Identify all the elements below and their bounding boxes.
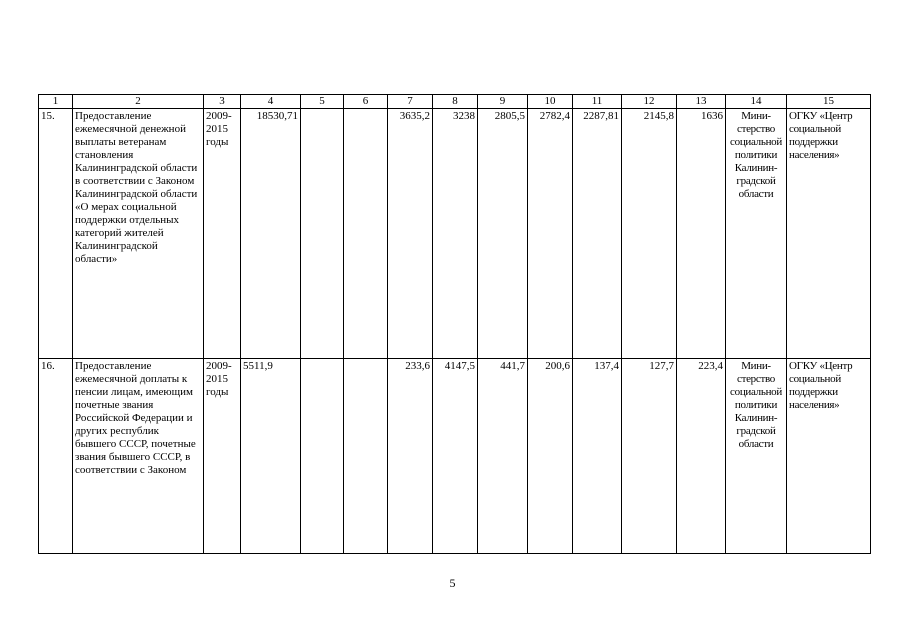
- measure-name: Предоставление ежемесячной денежной выплаты ветеранам становления Калининградской области в соответствии с Законом Калининградской области «О мерах социальной поддержки отдельных категорий жителей Калининградской области»: [73, 109, 204, 359]
- column-header-8: 8: [433, 95, 478, 109]
- program-table: [38, 94, 871, 554]
- column-header-2: 2: [73, 95, 204, 109]
- value-cell: 3238: [433, 109, 478, 359]
- measure-name: Предоставление ежемесячной доплаты к пенсии лицам, имеющим почетные звания Российской Федерации и других республик бывшего СССР, почетные звания бывшего СССР, в соответствии с Законом: [73, 359, 204, 554]
- value-cell: 233,6: [388, 359, 433, 554]
- value-cell: 200,6: [528, 359, 573, 554]
- column-header-15: 15: [787, 95, 871, 109]
- responsible-cell: Мини-стерство социальной политики Калинин-градской области: [726, 359, 787, 554]
- value-cell: [301, 109, 344, 359]
- executor-cell: ОГКУ «Центр социальной поддержки населения»: [787, 109, 871, 359]
- column-header-14: 14: [726, 95, 787, 109]
- value-cell: [344, 359, 388, 554]
- value-cell: 127,7: [622, 359, 677, 554]
- column-header-4: 4: [241, 95, 301, 109]
- table-row: [39, 109, 871, 359]
- column-header-3: 3: [204, 95, 241, 109]
- value-cell: [301, 359, 344, 554]
- period-cell: 2009-2015 годы: [204, 359, 241, 554]
- value-cell: 2805,5: [478, 109, 528, 359]
- row-number: 15.: [39, 109, 73, 359]
- header-row: [39, 95, 871, 109]
- executor-cell: ОГКУ «Центр социальной поддержки населения»: [787, 359, 871, 554]
- column-header-13: 13: [677, 95, 726, 109]
- column-header-10: 10: [528, 95, 573, 109]
- value-cell: 1636: [677, 109, 726, 359]
- column-header-5: 5: [301, 95, 344, 109]
- column-header-7: 7: [388, 95, 433, 109]
- column-header-6: 6: [344, 95, 388, 109]
- page-number: 5: [449, 576, 456, 590]
- column-header-11: 11: [573, 95, 622, 109]
- value-cell: 2287,81: [573, 109, 622, 359]
- value-cell: 2145,8: [622, 109, 677, 359]
- table-row: [39, 359, 871, 554]
- responsible-cell: Мини-стерство социальной политики Калинин-градской области: [726, 109, 787, 359]
- value-cell: 137,4: [573, 359, 622, 554]
- column-header-9: 9: [478, 95, 528, 109]
- column-header-12: 12: [622, 95, 677, 109]
- value-cell: 4147,5: [433, 359, 478, 554]
- value-cell: 441,7: [478, 359, 528, 554]
- value-cell: [344, 109, 388, 359]
- value-cell: 2782,4: [528, 109, 573, 359]
- total-cell: 18530,71: [241, 109, 301, 359]
- row-number: 16.: [39, 359, 73, 554]
- period-cell: 2009-2015 годы: [204, 109, 241, 359]
- column-header-1: 1: [39, 95, 73, 109]
- value-cell: 3635,2: [388, 109, 433, 359]
- value-cell: 223,4: [677, 359, 726, 554]
- total-cell: 5511,9: [241, 359, 301, 554]
